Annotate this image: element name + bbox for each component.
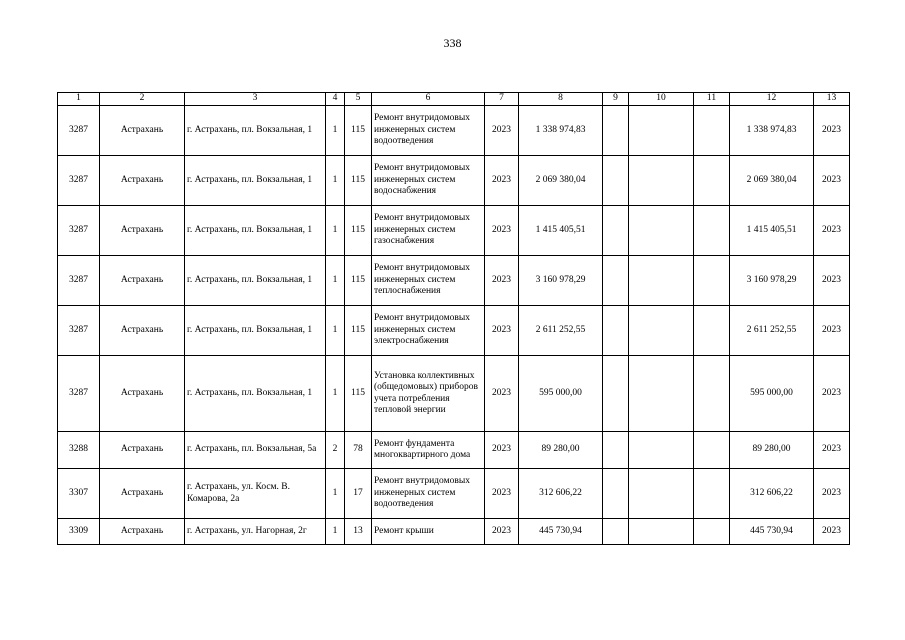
cell-year: 2023 (485, 106, 519, 156)
table-row (58, 156, 850, 206)
cell-col5: 115 (345, 156, 372, 206)
cell-col5: 78 (345, 432, 372, 469)
cell-id: 3287 (58, 306, 100, 356)
cell-id: 3287 (58, 356, 100, 432)
cell-col10 (629, 156, 694, 206)
cell-end-year: 2023 (814, 106, 850, 156)
cell-total: 595 000,00 (730, 356, 814, 432)
cell-year: 2023 (485, 519, 519, 545)
cell-total: 1 338 974,83 (730, 106, 814, 156)
cell-col11 (694, 469, 730, 519)
cell-id: 3288 (58, 432, 100, 469)
cell-address: г. Астрахань, ул. Косм. В. Комарова, 2а (185, 469, 326, 519)
cell-address: г. Астрахань, пл. Вокзальная, 1 (185, 256, 326, 306)
cell-end-year: 2023 (814, 356, 850, 432)
cell-city: Астрахань (100, 106, 185, 156)
cell-col4: 1 (326, 469, 345, 519)
cell-col9 (603, 256, 629, 306)
column-header: 8 (519, 93, 603, 106)
cell-cost: 2 611 252,55 (519, 306, 603, 356)
cell-col10 (629, 356, 694, 432)
cell-total: 2 069 380,04 (730, 156, 814, 206)
cell-col4: 2 (326, 432, 345, 469)
cell-cost: 312 606,22 (519, 469, 603, 519)
cell-year: 2023 (485, 156, 519, 206)
cell-col10 (629, 256, 694, 306)
table-row (58, 306, 850, 356)
cell-col10 (629, 306, 694, 356)
column-header: 5 (345, 93, 372, 106)
column-header: 7 (485, 93, 519, 106)
cell-id: 3287 (58, 106, 100, 156)
cell-end-year: 2023 (814, 469, 850, 519)
cell-year: 2023 (485, 432, 519, 469)
cell-id: 3287 (58, 256, 100, 306)
register-table (57, 92, 850, 545)
cell-total: 89 280,00 (730, 432, 814, 469)
cell-col9 (603, 156, 629, 206)
cell-col10 (629, 206, 694, 256)
cell-col11 (694, 156, 730, 206)
column-header: 13 (814, 93, 850, 106)
table-row (58, 106, 850, 156)
cell-col11 (694, 256, 730, 306)
cell-city: Астрахань (100, 432, 185, 469)
cell-col11 (694, 432, 730, 469)
table-row (58, 519, 850, 545)
cell-col9 (603, 306, 629, 356)
cell-col4: 1 (326, 156, 345, 206)
cell-total: 445 730,94 (730, 519, 814, 545)
cell-col9 (603, 519, 629, 545)
cell-work-type: Ремонт внутридомовых инженерных систем теплоснабжения (372, 256, 485, 306)
cell-work-type: Ремонт крыши (372, 519, 485, 545)
cell-col5: 17 (345, 469, 372, 519)
cell-id: 3307 (58, 469, 100, 519)
cell-city: Астрахань (100, 356, 185, 432)
cell-end-year: 2023 (814, 256, 850, 306)
cell-work-type: Ремонт внутридомовых инженерных систем водоотведения (372, 106, 485, 156)
cell-end-year: 2023 (814, 306, 850, 356)
column-header: 4 (326, 93, 345, 106)
cell-address: г. Астрахань, ул. Нагорная, 2г (185, 519, 326, 545)
cell-year: 2023 (485, 306, 519, 356)
cell-col4: 1 (326, 306, 345, 356)
cell-address: г. Астрахань, пл. Вокзальная, 1 (185, 306, 326, 356)
cell-col9 (603, 356, 629, 432)
cell-total: 3 160 978,29 (730, 256, 814, 306)
cell-year: 2023 (485, 469, 519, 519)
cell-year: 2023 (485, 356, 519, 432)
table-row (58, 206, 850, 256)
cell-id: 3287 (58, 206, 100, 256)
cell-col9 (603, 469, 629, 519)
cell-col11 (694, 106, 730, 156)
cell-city: Астрахань (100, 206, 185, 256)
cell-address: г. Астрахань, пл. Вокзальная, 1 (185, 356, 326, 432)
cell-city: Астрахань (100, 256, 185, 306)
cell-year: 2023 (485, 206, 519, 256)
cell-col5: 115 (345, 256, 372, 306)
cell-col5: 13 (345, 519, 372, 545)
cell-col5: 115 (345, 106, 372, 156)
cell-cost: 1 338 974,83 (519, 106, 603, 156)
cell-work-type: Ремонт фундамента многоквартирного дома (372, 432, 485, 469)
cell-city: Астрахань (100, 519, 185, 545)
cell-end-year: 2023 (814, 432, 850, 469)
cell-cost: 1 415 405,51 (519, 206, 603, 256)
cell-col4: 1 (326, 106, 345, 156)
cell-cost: 3 160 978,29 (519, 256, 603, 306)
cell-col5: 115 (345, 306, 372, 356)
cell-col4: 1 (326, 206, 345, 256)
cell-cost: 2 069 380,04 (519, 156, 603, 206)
cell-end-year: 2023 (814, 156, 850, 206)
cell-address: г. Астрахань, пл. Вокзальная, 1 (185, 156, 326, 206)
column-header: 3 (185, 93, 326, 106)
cell-total: 312 606,22 (730, 469, 814, 519)
cell-col11 (694, 519, 730, 545)
cell-work-type: Ремонт внутридомовых инженерных систем электроснабжения (372, 306, 485, 356)
column-header: 10 (629, 93, 694, 106)
cell-year: 2023 (485, 256, 519, 306)
header-row (58, 93, 850, 106)
column-header: 9 (603, 93, 629, 106)
cell-col11 (694, 356, 730, 432)
cell-work-type: Ремонт внутридомовых инженерных систем водоснабжения (372, 156, 485, 206)
column-header: 12 (730, 93, 814, 106)
column-header: 11 (694, 93, 730, 106)
cell-id: 3287 (58, 156, 100, 206)
cell-work-type: Установка коллективных (общедомовых) приборов учета потребления тепловой энергии (372, 356, 485, 432)
cell-address: г. Астрахань, пл. Вокзальная, 5а (185, 432, 326, 469)
cell-col10 (629, 469, 694, 519)
cell-address: г. Астрахань, пл. Вокзальная, 1 (185, 206, 326, 256)
page-number: 338 (443, 36, 462, 50)
table-row (58, 469, 850, 519)
cell-col4: 1 (326, 356, 345, 432)
cell-cost: 595 000,00 (519, 356, 603, 432)
cell-col10 (629, 106, 694, 156)
cell-address: г. Астрахань, пл. Вокзальная, 1 (185, 106, 326, 156)
cell-id: 3309 (58, 519, 100, 545)
column-header: 1 (58, 93, 100, 106)
cell-col5: 115 (345, 356, 372, 432)
table-row (58, 432, 850, 469)
cell-end-year: 2023 (814, 206, 850, 256)
cell-col9 (603, 106, 629, 156)
cell-col4: 1 (326, 256, 345, 306)
column-header: 6 (372, 93, 485, 106)
cell-col5: 115 (345, 206, 372, 256)
cell-col9 (603, 432, 629, 469)
table-row (58, 256, 850, 306)
cell-col9 (603, 206, 629, 256)
cell-col4: 1 (326, 519, 345, 545)
column-header: 2 (100, 93, 185, 106)
cell-cost: 445 730,94 (519, 519, 603, 545)
cell-city: Астрахань (100, 306, 185, 356)
cell-city: Астрахань (100, 156, 185, 206)
cell-end-year: 2023 (814, 519, 850, 545)
cell-cost: 89 280,00 (519, 432, 603, 469)
cell-col11 (694, 206, 730, 256)
cell-col10 (629, 432, 694, 469)
table-row (58, 356, 850, 432)
cell-work-type: Ремонт внутридомовых инженерных систем газоснабжения (372, 206, 485, 256)
cell-col11 (694, 306, 730, 356)
cell-total: 2 611 252,55 (730, 306, 814, 356)
cell-city: Астрахань (100, 469, 185, 519)
cell-total: 1 415 405,51 (730, 206, 814, 256)
cell-col10 (629, 519, 694, 545)
cell-work-type: Ремонт внутридомовых инженерных систем водоотведения (372, 469, 485, 519)
